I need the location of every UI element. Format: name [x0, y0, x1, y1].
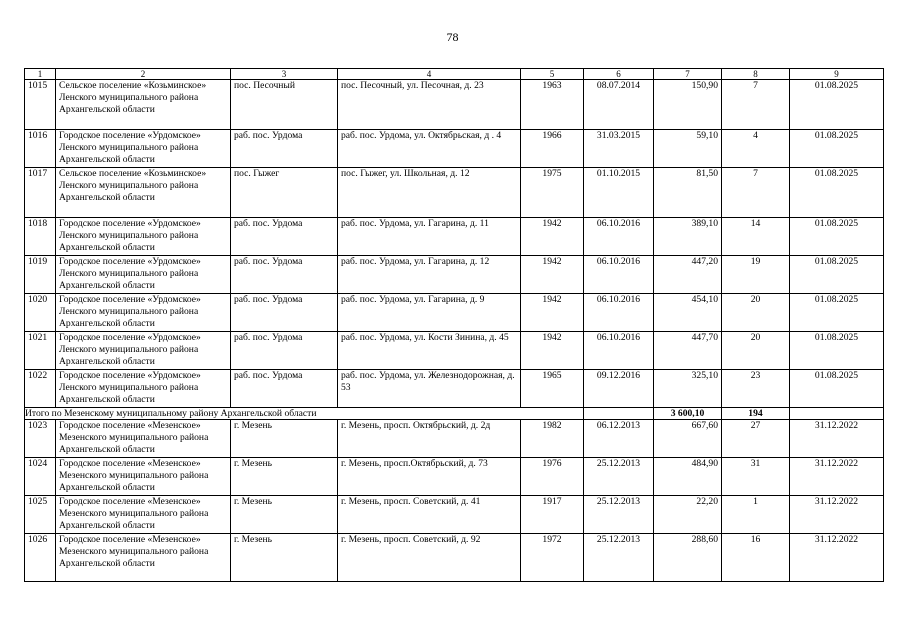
cell-number: 1025 — [25, 496, 56, 534]
cell-year: 1942 — [521, 332, 584, 370]
cell-deadline: 31.12.2022 — [790, 420, 884, 458]
table-row — [25, 534, 884, 582]
subtotal-row — [25, 408, 884, 420]
cell-settlement: Городское поселение «Мезенское» Мезенского муниципального района Архангельской области — [56, 496, 231, 534]
cell-address: раб. пос. Урдома, ул. Гагарина, д. 11 — [338, 218, 521, 256]
cell-settlement: Городское поселение «Урдомское» Ленского муниципального района Архангельской области — [56, 218, 231, 256]
cell-number: 1023 — [25, 420, 56, 458]
cell-address: раб. пос. Урдома, ул. Гагарина, д. 12 — [338, 256, 521, 294]
cell-year: 1965 — [521, 370, 584, 408]
cell-settlement: Городское поселение «Урдомское» Ленского муниципального района Архангельской области — [56, 294, 231, 332]
cell-year: 1942 — [521, 218, 584, 256]
cell-residents: 4 — [722, 130, 790, 168]
cell-address: г. Мезень, просп. Советский, д. 41 — [338, 496, 521, 534]
column-header: 4 — [338, 69, 521, 80]
cell-settlement: Городское поселение «Урдомское» Ленского муниципального района Архангельской области — [56, 256, 231, 294]
table-body-mezensky — [25, 420, 884, 582]
cell-residents: 14 — [722, 218, 790, 256]
cell-date: 25.12.2013 — [584, 458, 654, 496]
cell-residents: 20 — [722, 332, 790, 370]
cell-area: 81,50 — [654, 168, 722, 218]
subtotal-residents: 194 — [722, 408, 790, 420]
cell-area: 325,10 — [654, 370, 722, 408]
table-row — [25, 218, 884, 256]
cell-year: 1972 — [521, 534, 584, 582]
column-header: 8 — [722, 69, 790, 80]
cell-locality: г. Мезень — [231, 458, 338, 496]
cell-date: 06.10.2016 — [584, 294, 654, 332]
cell-residents: 31 — [722, 458, 790, 496]
cell-locality: раб. пос. Урдома — [231, 218, 338, 256]
cell-address: пос. Песочный, ул. Песочная, д. 23 — [338, 80, 521, 130]
cell-address: раб. пос. Урдома, ул. Железнодорожная, д. 53 — [338, 370, 521, 408]
cell-address: г. Мезень, просп.Октябрьский, д. 73 — [338, 458, 521, 496]
column-header: 9 — [790, 69, 884, 80]
cell-locality: г. Мезень — [231, 420, 338, 458]
cell-address: г. Мезень, просп. Октябрьский, д. 2д — [338, 420, 521, 458]
subtotal-empty-cell — [790, 408, 884, 420]
cell-locality: пос. Песочный — [231, 80, 338, 130]
cell-address: раб. пос. Урдома, ул. Октябрьская, д . 4 — [338, 130, 521, 168]
column-header: 3 — [231, 69, 338, 80]
page-number: 78 — [446, 30, 459, 44]
cell-address: раб. пос. Урдома, ул. Кости Зинина, д. 45 — [338, 332, 521, 370]
cell-date: 06.10.2016 — [584, 332, 654, 370]
subtotal-area: 3 600,10 — [654, 408, 722, 420]
cell-area: 484,90 — [654, 458, 722, 496]
cell-deadline: 31.12.2022 — [790, 534, 884, 582]
table-row — [25, 496, 884, 534]
cell-deadline: 01.08.2025 — [790, 218, 884, 256]
cell-number: 1021 — [25, 332, 56, 370]
table-row — [25, 168, 884, 218]
cell-date: 08.07.2014 — [584, 80, 654, 130]
cell-address: пос. Гыжег, ул. Школьная, д. 12 — [338, 168, 521, 218]
cell-year: 1963 — [521, 80, 584, 130]
cell-settlement: Сельское поселение «Козьминское» Ленского муниципального района Архангельской области — [56, 80, 231, 130]
cell-deadline: 01.08.2025 — [790, 130, 884, 168]
cell-deadline: 01.08.2025 — [790, 294, 884, 332]
cell-settlement: Городское поселение «Урдомское» Ленского муниципального района Архангельской области — [56, 130, 231, 168]
table-row — [25, 130, 884, 168]
table-row — [25, 294, 884, 332]
cell-settlement: Городское поселение «Урдомское» Ленского муниципального района Архангельской области — [56, 332, 231, 370]
cell-date: 06.10.2016 — [584, 256, 654, 294]
column-header: 7 — [654, 69, 722, 80]
cell-number: 1024 — [25, 458, 56, 496]
column-header: 6 — [584, 69, 654, 80]
cell-locality: раб. пос. Урдома — [231, 370, 338, 408]
cell-residents: 7 — [722, 80, 790, 130]
table-body-lensky — [25, 80, 884, 408]
cell-year: 1975 — [521, 168, 584, 218]
housing-registry-table — [24, 68, 884, 582]
cell-area: 454,10 — [654, 294, 722, 332]
cell-settlement: Городское поселение «Урдомское» Ленского муниципального района Архангельской области — [56, 370, 231, 408]
table-body-subtotal — [25, 408, 884, 420]
cell-date: 01.10.2015 — [584, 168, 654, 218]
cell-date: 09.12.2016 — [584, 370, 654, 408]
cell-residents: 27 — [722, 420, 790, 458]
cell-locality: г. Мезень — [231, 534, 338, 582]
cell-locality: г. Мезень — [231, 496, 338, 534]
cell-residents: 20 — [722, 294, 790, 332]
cell-deadline: 31.12.2022 — [790, 496, 884, 534]
cell-residents: 19 — [722, 256, 790, 294]
table-row — [25, 370, 884, 408]
cell-area: 22,20 — [654, 496, 722, 534]
subtotal-empty-cell — [584, 408, 654, 420]
cell-area: 447,20 — [654, 256, 722, 294]
cell-locality: раб. пос. Урдома — [231, 332, 338, 370]
cell-residents: 23 — [722, 370, 790, 408]
cell-settlement: Городское поселение «Мезенское» Мезенского муниципального района Архангельской области — [56, 458, 231, 496]
cell-year: 1966 — [521, 130, 584, 168]
cell-number: 1016 — [25, 130, 56, 168]
cell-area: 288,60 — [654, 534, 722, 582]
cell-number: 1020 — [25, 294, 56, 332]
cell-deadline: 01.08.2025 — [790, 256, 884, 294]
cell-area: 389,10 — [654, 218, 722, 256]
cell-date: 25.12.2013 — [584, 496, 654, 534]
table-row — [25, 80, 884, 130]
cell-residents: 7 — [722, 168, 790, 218]
cell-settlement: Городское поселение «Мезенское» Мезенского муниципального района Архангельской области — [56, 534, 231, 582]
cell-deadline: 01.08.2025 — [790, 168, 884, 218]
table-row — [25, 332, 884, 370]
cell-settlement: Сельское поселение «Козьминское» Ленского муниципального района Архангельской области — [56, 168, 231, 218]
cell-address: раб. пос. Урдома, ул. Гагарина, д. 9 — [338, 294, 521, 332]
cell-area: 150,90 — [654, 80, 722, 130]
cell-locality: раб. пос. Урдома — [231, 256, 338, 294]
cell-year: 1917 — [521, 496, 584, 534]
cell-number: 1017 — [25, 168, 56, 218]
table-row — [25, 420, 884, 458]
cell-deadline: 01.08.2025 — [790, 80, 884, 130]
cell-date: 06.12.2013 — [584, 420, 654, 458]
cell-number: 1026 — [25, 534, 56, 582]
cell-area: 667,60 — [654, 420, 722, 458]
cell-residents: 16 — [722, 534, 790, 582]
cell-locality: раб. пос. Урдома — [231, 130, 338, 168]
column-number-row — [25, 69, 884, 80]
cell-number: 1019 — [25, 256, 56, 294]
table-row — [25, 256, 884, 294]
cell-area: 59,10 — [654, 130, 722, 168]
cell-number: 1018 — [25, 218, 56, 256]
cell-year: 1942 — [521, 256, 584, 294]
column-header: 1 — [25, 69, 56, 80]
cell-residents: 1 — [722, 496, 790, 534]
cell-address: г. Мезень, просп. Советский, д. 92 — [338, 534, 521, 582]
cell-date: 06.10.2016 — [584, 218, 654, 256]
subtotal-label: Итого по Мезенскому муниципальному району Архангельской области — [25, 408, 584, 420]
cell-number: 1022 — [25, 370, 56, 408]
cell-deadline: 01.08.2025 — [790, 332, 884, 370]
cell-deadline: 31.12.2022 — [790, 458, 884, 496]
cell-area: 447,70 — [654, 332, 722, 370]
cell-deadline: 01.08.2025 — [790, 370, 884, 408]
cell-date: 31.03.2015 — [584, 130, 654, 168]
table-row — [25, 458, 884, 496]
cell-year: 1976 — [521, 458, 584, 496]
cell-number: 1015 — [25, 80, 56, 130]
cell-year: 1982 — [521, 420, 584, 458]
cell-year: 1942 — [521, 294, 584, 332]
cell-settlement: Городское поселение «Мезенское» Мезенского муниципального района Архангельской области — [56, 420, 231, 458]
cell-date: 25.12.2013 — [584, 534, 654, 582]
cell-locality: раб. пос. Урдома — [231, 294, 338, 332]
column-header: 5 — [521, 69, 584, 80]
cell-locality: пос. Гыжег — [231, 168, 338, 218]
column-header: 2 — [56, 69, 231, 80]
